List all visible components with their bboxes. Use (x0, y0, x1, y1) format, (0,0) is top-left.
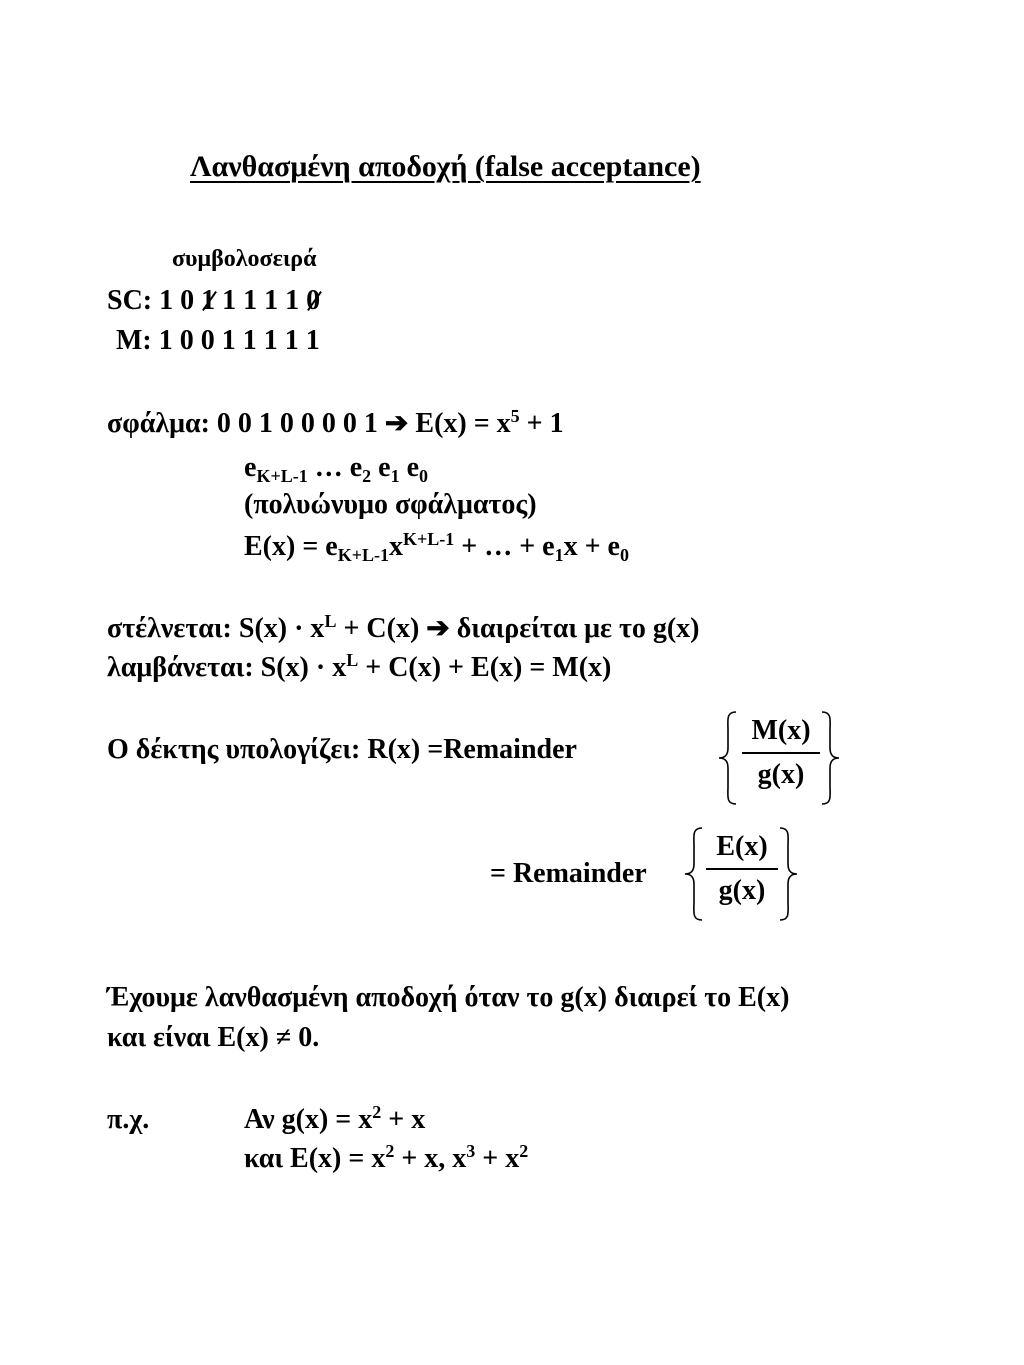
example-label: π.χ. (107, 1104, 150, 1135)
m-bits: 1 0 0 1 1 1 1 1 (158, 325, 320, 356)
remainder-line: = Remainder (490, 858, 647, 889)
sc-bit-struck: 1 (201, 285, 216, 316)
arrow-icon: ➔ (426, 613, 450, 644)
fraction-denominator: g(x) (718, 875, 766, 906)
sc-bits (159, 285, 320, 316)
error-result: $E(x) = x^5 + 1$ (415, 406, 564, 439)
error-label: σφάλμα: (107, 408, 210, 439)
sc-bit: 0 (180, 285, 195, 316)
fraction-e-over-g (706, 830, 778, 908)
right-brace-icon (776, 826, 800, 922)
sc-line (107, 284, 320, 318)
conclusion-line-2: και είναι E(x) ≠ 0. (107, 1022, 320, 1053)
fraction-m-over-g (742, 714, 820, 792)
m-label: M: (116, 325, 152, 356)
received-line: λαμβάνεται: $S(x) \cdot x^L + C(x) + E(x) = M(x)$ (107, 650, 612, 683)
conclusion-line-1: Έχουμε λανθασμένη αποδοχή όταν το g(x) διαιρεί το E(x) (107, 982, 790, 1013)
error-bits: 0 0 1 0 0 0 0 1 (216, 408, 378, 439)
sc-bit: 1 (159, 285, 174, 316)
error-line (107, 407, 564, 441)
fraction-bar (742, 752, 820, 754)
fraction-numerator: M(x) (751, 715, 811, 746)
receiver-line: Ο δέκτης υπολογίζει: R(x) =Remainder (107, 734, 577, 765)
arrow-icon: ➔ (384, 408, 409, 439)
sc-bit: 1 (243, 285, 258, 316)
fraction-denominator: g(x) (757, 759, 805, 790)
page-title: Λανθασμένη αποδοχή (false acceptance) (190, 150, 701, 183)
polynomial-note: (πολυώνυμο σφάλματος) (244, 489, 537, 520)
m-line (116, 324, 320, 358)
right-brace-icon (818, 710, 842, 806)
sc-bit: 1 (264, 285, 279, 316)
left-brace-icon (716, 710, 740, 806)
example-line-1: Αν $g(x) = x^2 + x$ (244, 1102, 426, 1135)
sent-line: στέλνεται: $S(x) \cdot x^L + C(x)$ ➔ διαιρείται με το g(x) (107, 611, 700, 644)
left-brace-icon (682, 826, 706, 922)
sc-bit-struck: 0 (306, 285, 321, 316)
bitstring-label: συμβολοσειρά (172, 246, 317, 272)
error-polynomial: $E(x) = e_{K+L-1}x^{K+L-1}$ + … + $e_1x + e_0$ (244, 529, 629, 565)
example-line-2: και $E(x) = x^2 + x$, $x^3 + x^2$ (244, 1141, 529, 1174)
sc-label: SC: (107, 285, 153, 316)
sc-bit: 1 (222, 285, 237, 316)
fraction-bar (706, 868, 778, 870)
fraction-numerator: E(x) (716, 831, 768, 862)
sc-bit: 1 (285, 285, 300, 316)
coefficients-line: $e_{K+L-1}$ … $e_2$ $e_1$ $e_0$ (244, 452, 429, 486)
